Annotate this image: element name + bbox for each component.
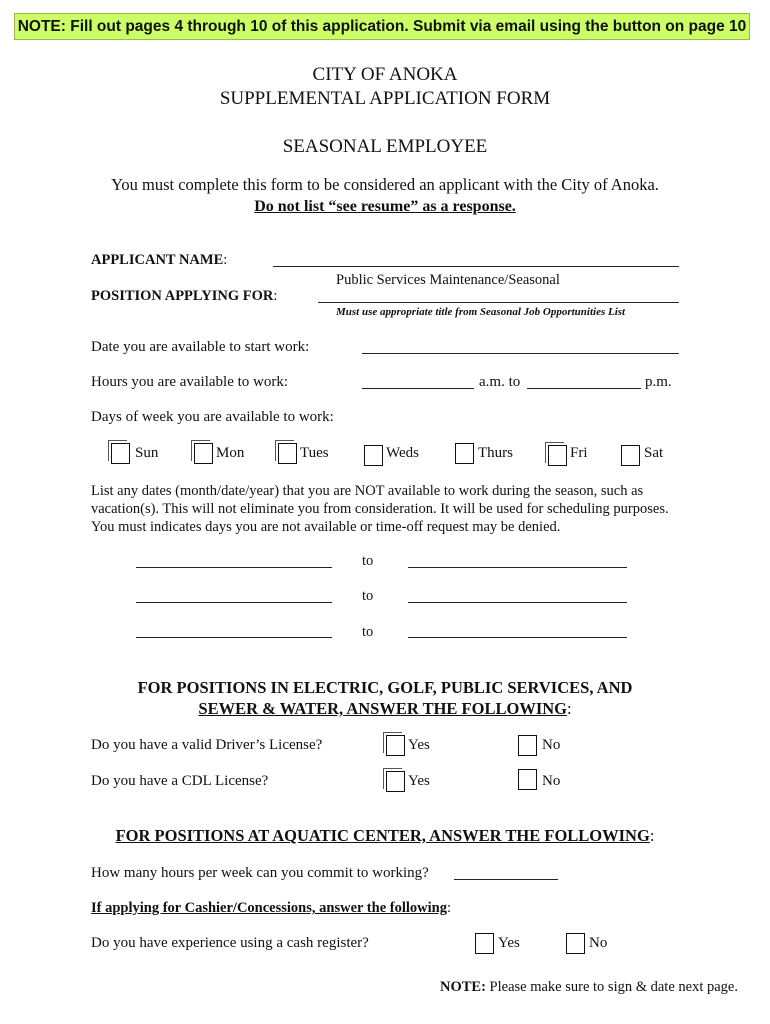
cash-register-question: Do you have experience using a cash register?: [91, 935, 369, 951]
checkbox-register-no[interactable]: [566, 933, 585, 954]
position-hint: Must use appropriate title from Seasonal Job Opportunities List: [336, 306, 626, 318]
label-sat: Sat: [644, 445, 664, 461]
label-thurs: Thurs: [478, 445, 513, 461]
am-to-label: a.m. to: [479, 374, 521, 390]
checkbox-cdl-yes[interactable]: [386, 771, 405, 792]
label-mon: Mon: [216, 445, 245, 461]
checkbox-tues[interactable]: [278, 443, 297, 464]
unavail-from-3[interactable]: [136, 637, 332, 638]
checkbox-mon[interactable]: [194, 443, 213, 464]
applicant-name-label: APPLICANT NAME:: [91, 252, 228, 268]
label-drivers-yes: Yes: [408, 737, 430, 753]
to-label-1: to: [362, 553, 374, 569]
section2-heading: FOR POSITIONS AT AQUATIC CENTER, ANSWER THE FOLLOWING:: [115, 826, 655, 845]
section1-heading-2: SEWER & WATER, ANSWER THE FOLLOWING:: [198, 699, 572, 718]
applicant-name-field[interactable]: [273, 266, 679, 267]
intro-text: You must complete this form to be considered an applicant with the City of Anoka.: [111, 175, 659, 194]
unavail-to-3[interactable]: [408, 637, 627, 638]
hours-start-field[interactable]: [362, 388, 474, 389]
unavail-from-1[interactable]: [136, 567, 332, 568]
label-register-no: No: [589, 935, 608, 951]
checkbox-fri[interactable]: [548, 445, 567, 466]
checkbox-register-yes[interactable]: [475, 933, 494, 954]
section1-heading-1: FOR POSITIONS IN ELECTRIC, GOLF, PUBLIC SERVICES, AND: [137, 678, 633, 697]
checkbox-cdl-no[interactable]: [518, 769, 537, 790]
intro-warning: Do not list “see resume” as a response.: [254, 198, 516, 215]
hours-per-week-field[interactable]: [454, 879, 558, 880]
unavail-to-1[interactable]: [408, 567, 627, 568]
label-register-yes: Yes: [498, 935, 520, 951]
drivers-license-question: Do you have a valid Driver’s License?: [91, 737, 323, 753]
checkbox-sat[interactable]: [621, 445, 640, 466]
start-date-label: Date you are available to start work:: [91, 339, 310, 355]
form-subtitle: SEASONAL EMPLOYEE: [282, 136, 488, 157]
label-sun: Sun: [135, 445, 159, 461]
hours-per-week-question: How many hours per week can you commit to working?: [91, 865, 429, 881]
cdl-license-question: Do you have a CDL License?: [91, 773, 269, 789]
checkbox-drivers-yes[interactable]: [386, 735, 405, 756]
position-value[interactable]: Public Services Maintenance/Seasonal: [336, 272, 560, 288]
form-title: SUPPLEMENTAL APPLICATION FORM: [219, 88, 551, 109]
to-label-2: to: [362, 588, 374, 604]
days-label: Days of week you are available to work:: [91, 409, 334, 425]
label-cdl-no: No: [542, 773, 561, 789]
checkbox-drivers-no[interactable]: [518, 735, 537, 756]
unavail-to-2[interactable]: [408, 602, 627, 603]
footer-note: NOTE: Please make sure to sign & date next page.: [440, 979, 738, 995]
label-cdl-yes: Yes: [408, 773, 430, 789]
label-fri: Fri: [570, 445, 588, 461]
checkbox-weds[interactable]: [364, 445, 383, 466]
city-title: CITY OF ANOKA: [312, 64, 458, 85]
label-tues: Tues: [300, 445, 329, 461]
label-weds: Weds: [386, 445, 419, 461]
unavail-from-2[interactable]: [136, 602, 332, 603]
start-date-field[interactable]: [362, 353, 679, 354]
hours-label: Hours you are available to work:: [91, 374, 289, 390]
top-note-banner: NOTE: Fill out pages 4 through 10 of this application. Submit via email using the button on page 10: [14, 13, 750, 40]
to-label-3: to: [362, 624, 374, 640]
cashier-heading: If applying for Cashier/Concessions, answer the following:: [91, 900, 451, 916]
position-field[interactable]: [318, 302, 679, 303]
position-label: POSITION APPLYING FOR:: [91, 288, 278, 304]
hours-end-field[interactable]: [527, 388, 641, 389]
pm-label: p.m.: [645, 374, 672, 390]
checkbox-thurs[interactable]: [455, 443, 474, 464]
checkbox-sun[interactable]: [111, 443, 130, 464]
label-drivers-no: No: [542, 737, 561, 753]
unavailable-instructions: List any dates (month/date/year) that you are NOT available to work during the season, such as vacation(s). This will not eliminate you from consideration. It will be used for scheduling purposes. You must indicates days you are not available or time-off request may be denied.: [91, 483, 669, 535]
